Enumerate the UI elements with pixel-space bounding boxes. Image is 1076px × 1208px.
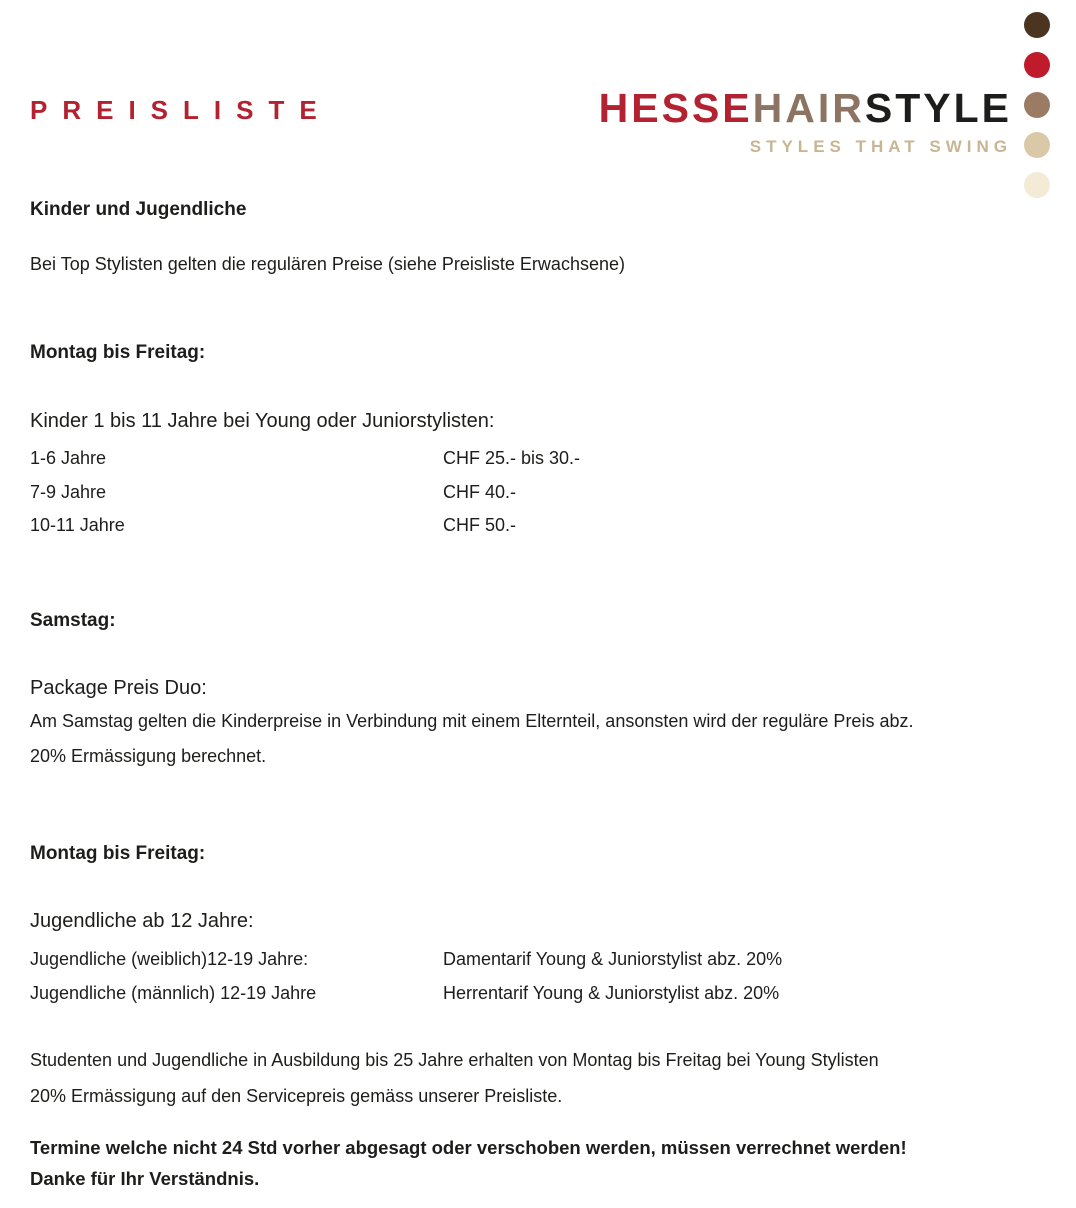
- table-row: [30, 442, 1020, 476]
- table-row: [30, 943, 1020, 977]
- teens-price-table: [30, 943, 1020, 1010]
- brand-name-hesse: HESSE: [598, 85, 753, 131]
- page-title: PREISLISTE: [30, 95, 332, 125]
- age-label: 10-11 Jahre: [30, 515, 125, 535]
- brand-wordmark: [598, 85, 1012, 131]
- cancellation-policy-note: [30, 1132, 907, 1194]
- saturday-note: [30, 704, 913, 774]
- red-dot: [1024, 52, 1050, 78]
- top-stylist-note: Bei Top Stylisten gelten die regulären Preise (siehe Preisliste Erwachsene): [30, 254, 625, 274]
- price-value: CHF 50.-: [443, 515, 517, 535]
- age-label: 7-9 Jahre: [30, 481, 107, 502]
- table-row: [30, 509, 1020, 543]
- brand-dot-column: [1024, 12, 1050, 198]
- teen-label: Jugendliche (männlich) 12-19 Jahre: [30, 982, 317, 1003]
- students-discount-note: [30, 1042, 879, 1114]
- saturday-note-line: Am Samstag gelten die Kinderpreise in Verbindung mit einem Elternteil, ansonsten wird der reguläre Preis abz.: [30, 711, 914, 731]
- brand-name-style: STYLE: [864, 85, 1012, 131]
- cancellation-policy-line: Danke für Ihr Verständnis.: [30, 1168, 260, 1189]
- day-heading-samstag: Samstag:: [30, 610, 116, 631]
- tariff-value: Damentarif Young & Juniorstylist abz. 20%: [443, 949, 783, 969]
- brand-logo: [598, 85, 1012, 156]
- kids-price-table: [30, 442, 1020, 543]
- brown-dot: [1024, 92, 1050, 118]
- cream-dot: [1024, 172, 1050, 198]
- teen-label: Jugendliche (weiblich)12-19 Jahre:: [30, 949, 309, 969]
- section-heading-kinder-und-jugendliche: Kinder und Jugendliche: [30, 199, 247, 220]
- brand-name-hair: HAIR: [752, 85, 865, 131]
- table-row: [30, 476, 1020, 510]
- dark-brown-dot: [1024, 12, 1050, 38]
- day-heading-montag-bis-freitag-2: Montag bis Freitag:: [30, 843, 206, 864]
- subheading-jugendliche-ab-12: Jugendliche ab 12 Jahre:: [30, 910, 254, 932]
- price-value: CHF 25.- bis 30.-: [443, 448, 581, 468]
- table-row: [30, 977, 1020, 1011]
- brand-tagline: STYLES THAT SWING: [749, 137, 1012, 156]
- subheading-package-preis-duo: Package Preis Duo:: [30, 677, 207, 699]
- day-heading-montag-bis-freitag-1: Montag bis Freitag:: [30, 342, 206, 363]
- subheading-kinder-1-bis-11: Kinder 1 bis 11 Jahre bei Young oder Juniorstylisten:: [30, 410, 495, 432]
- students-discount-line: Studenten und Jugendliche in Ausbildung bis 25 Jahre erhalten von Montag bis Freitag bei Young Stylisten: [30, 1050, 879, 1070]
- saturday-note-line: 20% Ermässigung berechnet.: [30, 746, 267, 766]
- age-label: 1-6 Jahre: [30, 448, 107, 468]
- tan-dot: [1024, 132, 1050, 158]
- price-value: CHF 40.-: [443, 481, 517, 502]
- cancellation-policy-line: Termine welche nicht 24 Std vorher abgesagt oder verschoben werden, müssen verrechnet werden!: [30, 1137, 907, 1158]
- students-discount-line: 20% Ermässigung auf den Servicepreis gemäss unserer Preisliste.: [30, 1086, 563, 1106]
- tariff-value: Herrentarif Young & Juniorstylist abz. 20%: [443, 982, 780, 1003]
